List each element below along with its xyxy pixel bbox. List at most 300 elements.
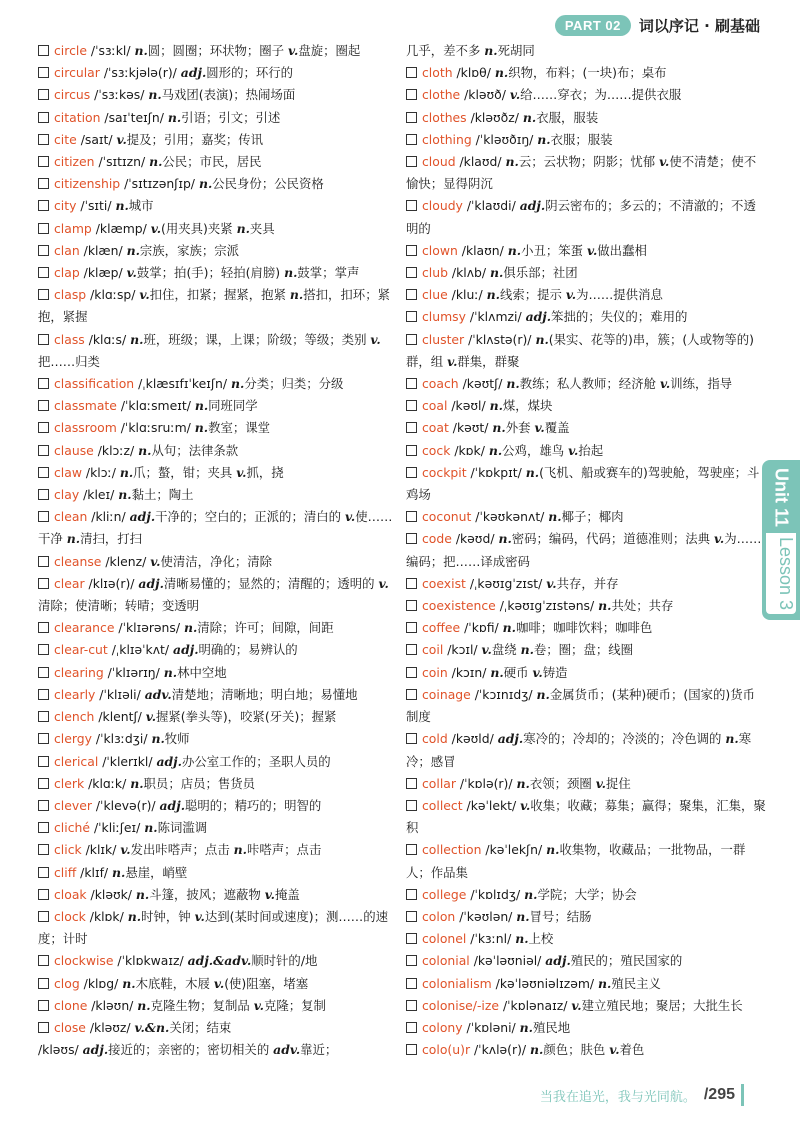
checkbox[interactable] — [38, 822, 49, 833]
headword: clue — [422, 287, 448, 303]
vocab-entry — [406, 262, 766, 284]
phonetic: /kliːn/ — [87, 509, 130, 525]
phonetic: /ˈkɒfi/ — [460, 620, 503, 636]
definition: 牧师 — [164, 731, 190, 747]
checkbox[interactable] — [406, 578, 417, 589]
part-of-speech: adj. — [159, 797, 186, 813]
left-column — [38, 40, 398, 1061]
headword: clumsy — [422, 309, 466, 325]
checkbox[interactable] — [38, 756, 49, 767]
definition: 盘绕 — [491, 642, 521, 658]
headword: clergy — [54, 731, 92, 747]
vocab-entry — [38, 662, 398, 684]
phonetic: /ˌkəʊɪgˈzɪst/ — [465, 575, 547, 591]
vocab-entry — [406, 240, 766, 262]
phonetic: /kleɪ/ — [79, 487, 119, 503]
checkbox[interactable] — [38, 334, 49, 345]
definition: 陈词滥调 — [157, 820, 208, 836]
part-of-speech: v. — [139, 287, 150, 303]
checkbox[interactable] — [406, 955, 417, 966]
definition: 鼓掌；拍(手)；轻拍(肩膀) — [136, 265, 285, 281]
part-of-speech: n. — [524, 886, 538, 902]
definition: 云；云状物；阴影；忧郁 — [518, 154, 660, 170]
headword: clearing — [54, 664, 104, 680]
phonetic: /klɔː/ — [81, 464, 120, 480]
headword: clerical — [54, 753, 99, 769]
part-of-speech: n. — [489, 398, 503, 414]
checkbox[interactable] — [406, 1000, 417, 1011]
vocab-entry — [38, 218, 398, 240]
headword: clamp — [54, 220, 92, 236]
vocab-entry — [406, 728, 766, 772]
checkbox[interactable] — [38, 867, 49, 878]
checkbox[interactable] — [406, 200, 417, 211]
definition: 职员；店员；售货员 — [143, 775, 256, 791]
part-of-speech: v. — [571, 997, 582, 1013]
definition: 俱乐部；社团 — [503, 265, 578, 281]
phonetic: /ˈkɒlənaɪz/ — [499, 997, 572, 1013]
definition: 黏土；陶土 — [131, 487, 194, 503]
checkbox[interactable] — [406, 311, 417, 322]
vocab-entry — [406, 84, 766, 106]
checkbox[interactable] — [406, 778, 417, 789]
headword: classroom — [54, 420, 117, 436]
definition: 外套 — [505, 420, 535, 436]
part-of-speech: adj. — [173, 642, 199, 658]
headword: college — [422, 886, 467, 902]
checkbox[interactable] — [406, 622, 417, 633]
definition: 把……归类 — [38, 353, 100, 369]
part-of-speech: n. — [502, 620, 516, 636]
checkbox[interactable] — [406, 112, 417, 123]
part-of-speech: v. — [194, 908, 205, 924]
definition: 克隆；复制 — [263, 997, 326, 1013]
part-of-speech: n. — [284, 265, 298, 281]
vocab-entry — [38, 573, 398, 617]
definition: 达到(某时间或速度)；测……的速度；计时 — [38, 908, 388, 947]
definition: 教练；私人教师；经济舱 — [519, 376, 660, 392]
headword: cloudy — [422, 198, 463, 214]
checkbox[interactable] — [406, 267, 417, 278]
part-of-speech: n. — [488, 442, 503, 458]
vocab-entry — [406, 595, 766, 617]
definition: 发出咔嗒声；点击 — [130, 842, 234, 858]
definition: 清除；许可；间隙，间距 — [197, 620, 334, 636]
headword: citizenship — [54, 176, 121, 192]
part-of-speech: v. — [288, 43, 299, 58]
definition: 圆形的；环行的 — [206, 65, 294, 81]
headword: cloth — [422, 65, 453, 81]
definition: 从句；法律条款 — [151, 442, 239, 458]
checkbox[interactable] — [406, 689, 417, 700]
checkbox[interactable] — [38, 156, 49, 167]
headword: citizen — [54, 154, 95, 170]
vocab-entry — [38, 262, 398, 284]
part-of-speech: n. — [151, 731, 165, 747]
checkbox[interactable] — [38, 889, 49, 900]
vocab-entry — [38, 862, 398, 884]
unit-label: Unit 11 — [771, 468, 792, 528]
part-of-speech: n. — [505, 154, 519, 170]
checkbox[interactable] — [406, 445, 417, 456]
headword: coin — [422, 664, 448, 680]
checkbox[interactable] — [406, 933, 417, 944]
headword: class — [54, 331, 85, 347]
definition: 做出蠢相 — [597, 242, 647, 258]
vocab-entry — [406, 617, 766, 639]
part-of-speech: v. — [236, 464, 247, 480]
vocab-entry — [406, 950, 766, 972]
checkbox[interactable] — [38, 733, 49, 744]
phonetic: /ˈklaʊdi/ — [462, 198, 520, 214]
definition: 线索；提示 — [499, 287, 566, 303]
checkbox[interactable] — [38, 400, 49, 411]
page-header — [555, 14, 760, 36]
checkbox[interactable] — [38, 556, 49, 567]
phonetic: /kəʊtʃ/ — [458, 376, 507, 392]
phonetic: /ˈkɔɪnɪdʒ/ — [470, 686, 537, 702]
checkbox[interactable] — [406, 134, 417, 145]
definition: 公鸡，雄鸟 — [502, 442, 569, 458]
vocab-entry — [406, 417, 766, 439]
part-of-speech: adj. — [180, 65, 207, 81]
checkbox[interactable] — [38, 667, 49, 678]
part-of-speech: v. — [481, 642, 492, 658]
phonetic: /ˈklɪəli/ — [95, 686, 145, 702]
checkbox[interactable] — [406, 844, 417, 855]
part-of-speech: n. — [127, 908, 142, 924]
vocab-entry — [406, 62, 766, 84]
vocab-entry — [38, 329, 398, 373]
vocab-entry — [38, 40, 398, 62]
definition: 城市 — [128, 198, 154, 214]
phonetic: /ˈkliːʃeɪ/ — [90, 820, 145, 836]
definition: 明确的；易辨认的 — [198, 642, 298, 658]
checkbox[interactable] — [38, 1000, 49, 1011]
phonetic: /ˈsɪtɪzənʃɪp/ — [120, 176, 199, 192]
phonetic: /kəʊd/ — [451, 531, 499, 547]
checkbox[interactable] — [38, 267, 49, 278]
headword: clockwise — [54, 953, 114, 969]
definition: 阴云密布的；多云的；不清澈的；不透明的 — [406, 198, 756, 236]
part-of-speech: adj. — [129, 509, 156, 525]
phonetic: /kləʊn/ — [87, 997, 138, 1013]
part-of-speech: v. — [264, 886, 275, 902]
checkbox[interactable] — [38, 112, 49, 123]
part-of-speech: n. — [725, 731, 739, 747]
definition: 几乎，差不多 — [406, 43, 485, 58]
part-of-speech: n. — [163, 664, 178, 680]
definition: 提及；引用；嘉奖；传讯 — [126, 131, 264, 147]
checkbox[interactable] — [38, 711, 49, 722]
headword: clap — [54, 265, 80, 281]
checkbox[interactable] — [406, 1022, 417, 1033]
part-of-speech: n. — [194, 398, 209, 414]
vocab-entry — [406, 373, 766, 395]
entry-continuation — [406, 40, 766, 62]
checkbox[interactable] — [406, 400, 417, 411]
checkbox[interactable] — [38, 800, 49, 811]
part-of-speech: adj. — [497, 731, 524, 747]
checkbox[interactable] — [406, 378, 417, 389]
phonetic: /kəˈləʊniəlɪzəm/ — [491, 975, 599, 991]
definition: 煤，煤块 — [502, 398, 553, 414]
vocab-entry — [406, 462, 766, 506]
vocab-entry — [38, 417, 398, 439]
checkbox[interactable] — [406, 245, 417, 256]
part-of-speech: v. — [116, 131, 127, 147]
checkbox[interactable] — [406, 644, 417, 655]
part-of-speech: n. — [119, 464, 134, 480]
definition: 克隆生物；复制品 — [150, 997, 254, 1013]
checkbox[interactable] — [406, 422, 417, 433]
phonetic: /klæmp/ — [91, 220, 151, 236]
page-number: /295 — [703, 1086, 735, 1103]
checkbox[interactable] — [38, 245, 49, 256]
definition: 为……提供消息 — [576, 287, 663, 303]
part-of-speech: n. — [289, 287, 304, 303]
part-of-speech: n. — [498, 531, 512, 547]
part-of-speech: n. — [118, 487, 132, 503]
vocab-entry — [406, 773, 766, 795]
vocab-entry — [406, 284, 766, 306]
definition: 覆盖 — [544, 420, 570, 436]
checkbox[interactable] — [38, 689, 49, 700]
phonetic: /kləʊz/ — [85, 1019, 135, 1035]
definition: 握紧(拳头等)，咬紧(牙关)；握紧 — [156, 709, 337, 725]
definition: 殖民主义 — [611, 975, 661, 991]
phonetic: /klɒg/ — [79, 975, 123, 991]
part-of-speech: n. — [516, 775, 530, 791]
headword: colonial — [422, 953, 470, 969]
vocab-entry — [406, 129, 766, 151]
checkbox[interactable] — [38, 223, 49, 234]
headword: claw — [54, 464, 82, 480]
checkbox[interactable] — [38, 778, 49, 789]
definition: 共存，并存 — [556, 575, 619, 591]
part-of-speech: n. — [66, 531, 81, 547]
part-of-speech: n. — [492, 420, 506, 436]
definition: 抬起 — [578, 442, 604, 458]
part-of-speech: n. — [537, 131, 551, 147]
part-of-speech: v. — [609, 1042, 620, 1058]
part-of-speech: adj.&adv. — [187, 953, 252, 969]
definition: 引语；引文；引述 — [181, 109, 281, 125]
checkbox[interactable] — [38, 911, 49, 922]
part-of-speech: n. — [536, 686, 550, 702]
definition: 抓，挠 — [246, 464, 284, 480]
part-of-speech: adj. — [156, 753, 182, 769]
headword: collect — [422, 797, 463, 813]
vocab-entry — [406, 573, 766, 595]
part-of-speech: v. — [659, 376, 671, 392]
part-of-speech: n. — [548, 509, 562, 525]
headword: colon — [422, 908, 456, 924]
headword: clear-cut — [54, 642, 108, 658]
checkbox[interactable] — [406, 911, 417, 922]
checkbox[interactable] — [406, 67, 417, 78]
definition: 清扫，打扫 — [80, 531, 143, 547]
definition: 冒号；结肠 — [529, 908, 592, 924]
phonetic: /ˈklɒkwaɪz/ — [113, 953, 188, 969]
phonetic: /kəʊl/ — [447, 398, 490, 414]
checkbox[interactable] — [38, 422, 49, 433]
phonetic: /kləʊk/ — [86, 886, 136, 902]
headword: collection — [422, 842, 482, 858]
checkbox[interactable] — [38, 378, 49, 389]
checkbox[interactable] — [38, 445, 49, 456]
part-of-speech: v. — [532, 664, 543, 680]
checkbox[interactable] — [38, 644, 49, 655]
definition: 清除；使清晰；转晴；变透明 — [38, 598, 200, 614]
checkbox[interactable] — [38, 578, 49, 589]
vocab-entry — [38, 839, 398, 861]
phonetic: /kəˈləʊniəl/ — [469, 953, 546, 969]
checkbox[interactable] — [38, 1022, 49, 1033]
checkbox[interactable] — [38, 89, 49, 100]
headword: coconut — [422, 509, 472, 525]
part-of-speech: v. — [378, 575, 389, 591]
phonetic: /ˈkɒlɪdʒ/ — [466, 886, 525, 902]
checkbox[interactable] — [38, 511, 49, 522]
phonetic: /kləʊðz/ — [466, 109, 523, 125]
definition: 捉住 — [606, 775, 631, 791]
checkbox[interactable] — [38, 467, 49, 478]
part-of-speech: v. — [150, 220, 162, 236]
checkbox[interactable] — [406, 733, 417, 744]
definition: 关闭；结束 — [169, 1019, 232, 1035]
checkbox[interactable] — [406, 334, 417, 345]
part-of-speech: n. — [535, 331, 549, 347]
part-of-speech: n. — [598, 598, 612, 614]
part-of-speech: n. — [522, 109, 537, 125]
vocab-entry — [38, 440, 398, 462]
definition: 鼓掌；掌声 — [297, 265, 360, 281]
checkbox[interactable] — [38, 200, 49, 211]
part-of-speech: n. — [137, 997, 151, 1013]
phonetic: /ˈklɪərəns/ — [114, 620, 184, 636]
definition: 教室；课堂 — [208, 420, 271, 436]
vocab-entry — [38, 195, 398, 217]
checkbox[interactable] — [406, 89, 417, 100]
phonetic: /ˈkɒlə(r)/ — [455, 775, 517, 791]
checkbox[interactable] — [38, 67, 49, 78]
vocab-entry — [406, 795, 766, 839]
part-of-speech: v. — [595, 775, 606, 791]
checkbox[interactable] — [406, 600, 417, 611]
definition: 斗篷，披风；遮蔽物 — [149, 886, 265, 902]
phonetic: /klaʊn/ — [457, 242, 508, 258]
headword: circus — [54, 87, 91, 103]
vocab-entry — [406, 107, 766, 129]
headword: coil — [422, 642, 444, 658]
headword: collar — [422, 775, 456, 791]
checkbox[interactable] — [406, 467, 417, 478]
definition: 收集；收藏；募集；赢得；聚集，汇集，聚积 — [406, 797, 766, 836]
definition: 织物，布料；(一块)布；桌布 — [508, 65, 667, 81]
checkbox[interactable] — [406, 800, 417, 811]
part-of-speech: v. — [568, 442, 579, 458]
definition: 悬崖，峭壁 — [125, 864, 188, 880]
checkbox[interactable] — [38, 978, 49, 989]
footer-bar — [741, 1084, 744, 1106]
checkbox[interactable] — [406, 889, 417, 900]
phonetic: /klenz/ — [101, 553, 151, 569]
definition: 椰子；椰肉 — [561, 509, 624, 525]
headword: colonise/-ize — [422, 997, 500, 1013]
headword: citation — [54, 109, 101, 125]
part-of-speech: v. — [565, 287, 577, 303]
phonetic: /ˈkɒləni/ — [462, 1019, 520, 1035]
part-of-speech: n. — [506, 376, 520, 392]
part-of-speech: v. — [546, 575, 557, 591]
part-of-speech: adv. — [144, 686, 172, 702]
checkbox[interactable] — [406, 978, 417, 989]
definition: 学院；大学；协会 — [537, 886, 637, 902]
checkbox[interactable] — [406, 533, 417, 544]
definition: (飞机、船或赛车的)驾驶舱，驾驶座；斗鸡场 — [406, 464, 760, 503]
phonetic: /kəʊt/ — [448, 420, 493, 436]
definition: 分类；归类；分级 — [244, 376, 344, 392]
phonetic: /ˈklɜːdʒi/ — [91, 731, 152, 747]
headword: cite — [54, 131, 77, 147]
definition: 笨拙的；失仪的；难用的 — [551, 309, 688, 325]
part-of-speech: n. — [112, 864, 126, 880]
definition: 密码；编码，代码；道德准则；法典 — [511, 531, 714, 547]
lesson-label: Lesson 3 — [764, 531, 798, 616]
headword: coinage — [422, 686, 471, 702]
headword: colonialism — [422, 975, 492, 991]
checkbox[interactable] — [406, 511, 417, 522]
definition: 群集，群聚 — [457, 353, 520, 369]
checkbox[interactable] — [38, 955, 49, 966]
part-of-speech: n. — [230, 376, 245, 392]
vocab-entry — [406, 506, 766, 528]
headword: classmate — [54, 398, 117, 414]
checkbox[interactable] — [38, 844, 49, 855]
phonetic: /ˌklæsɪfɪˈkeɪʃn/ — [134, 376, 231, 392]
part-of-speech: n. — [115, 198, 129, 214]
phonetic: /ˈsɪti/ — [76, 198, 116, 214]
checkbox[interactable] — [406, 156, 417, 167]
checkbox[interactable] — [38, 622, 49, 633]
headword: colonel — [422, 931, 467, 947]
part-of-speech: adj. — [82, 1042, 109, 1058]
phonetic: /ˈkəʊkənʌt/ — [471, 509, 549, 525]
part-of-speech: adj. — [519, 198, 546, 214]
checkbox[interactable] — [38, 134, 49, 145]
phonetic: /saɪt/ — [76, 131, 117, 147]
part-of-speech: v. — [120, 842, 131, 858]
checkbox[interactable] — [38, 45, 49, 56]
checkbox[interactable] — [406, 1044, 417, 1055]
checkbox[interactable] — [38, 178, 49, 189]
vocab-entry — [406, 684, 766, 728]
part-of-speech: n. — [525, 464, 540, 480]
definition: 寒冷的；冷却的；冷淡的；冷色调的 — [523, 731, 726, 747]
checkbox[interactable] — [38, 289, 49, 300]
vocab-entry — [38, 506, 398, 550]
checkbox[interactable] — [38, 489, 49, 500]
phonetic: /ˈsɜːkl/ — [86, 43, 135, 58]
headword: clause — [54, 442, 94, 458]
part-of-speech: n. — [598, 975, 612, 991]
checkbox[interactable] — [406, 289, 417, 300]
checkbox[interactable] — [406, 667, 417, 678]
vocab-entry — [406, 440, 766, 462]
phonetic: /klɑːsp/ — [86, 287, 140, 303]
phonetic: /klɪf/ — [76, 864, 113, 880]
